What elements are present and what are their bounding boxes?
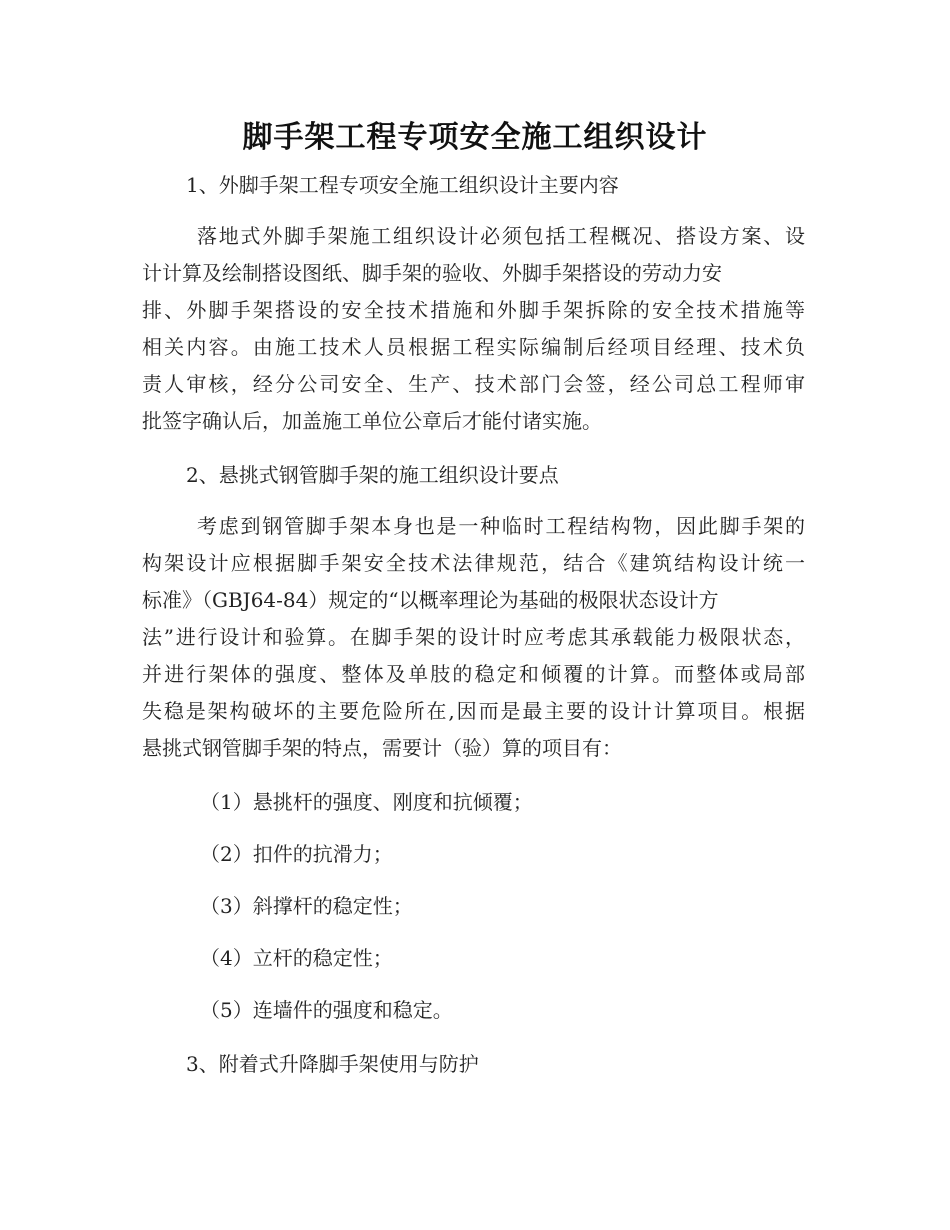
section-1-paragraph-line: 落地式外脚手架施工组织设计必须包括工程概况、搭设方案、设: [197, 224, 805, 248]
section-2-paragraph-line: 考虑到钢管脚手架本身也是一种临时工程结构物，因此脚手架的: [197, 514, 805, 538]
checklist-item: （2）扣件的抗滑力；: [200, 842, 393, 866]
section-1-paragraph-line: 计计算及绘制搭设图纸、脚手架的验收、外脚手架搭设的劳动力安: [142, 261, 722, 285]
section-1-paragraph-line: 批签字确认后，加盖施工单位公章后才能付诸实施。: [142, 409, 602, 433]
section-2-heading: 2、悬挑式钢管脚手架的施工组织设计要点: [186, 463, 559, 487]
section-1-paragraph-line: 排、外脚手架搭设的安全技术措施和外脚手架拆除的安全技术措施等: [142, 298, 805, 322]
section-3-heading: 3、附着式升降脚手架使用与防护: [186, 1052, 479, 1076]
checklist-item: （4）立杆的稳定性；: [200, 946, 393, 970]
section-1-paragraph-line: 相关内容。由施工技术人员根据工程实际编制后经项目经理、技术负: [142, 335, 805, 359]
checklist-item: （1）悬挑杆的强度、刚度和抗倾覆；: [200, 790, 533, 814]
section-2-paragraph-line: 法”进行设计和验算。在脚手架的设计时应考虑其承载能力极限状态，: [142, 625, 805, 649]
section-2-paragraph-line: 构架设计应根据脚手架安全技术法律规范，结合《建筑结构设计统一: [142, 551, 805, 575]
checklist-item: （3）斜撑杆的稳定性；: [200, 894, 413, 918]
section-2-paragraph-line: 悬挑式钢管脚手架的特点，需要计（验）算的项目有：: [142, 736, 622, 760]
section-2-paragraph-line: 失稳是架构破坏的主要危险所在,因而是最主要的设计计算项目。根据: [142, 699, 805, 723]
section-2-paragraph-line: 并进行架体的强度、整体及单肢的稳定和倾覆的计算。而整体或局部: [142, 662, 805, 686]
document-title: 脚手架工程专项安全施工组织设计: [242, 120, 708, 155]
section-1-heading: 1、外脚手架工程专项安全施工组织设计主要内容: [186, 173, 619, 197]
section-1-paragraph-line: 责人审核，经分公司安全、生产、技术部门会签，经公司总工程师审: [142, 372, 805, 396]
checklist-item: （5）连墙件的强度和稳定。: [200, 998, 453, 1022]
section-2-paragraph-line: 标准》（GBJ64-84）规定的“以概率理论为基础的极限状态设计方: [142, 588, 719, 612]
